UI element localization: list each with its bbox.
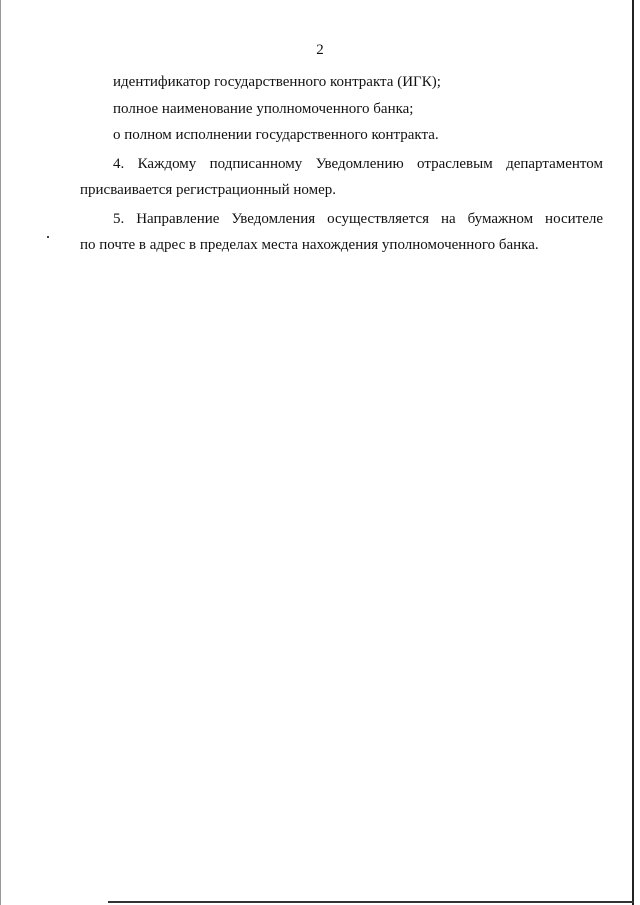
page-number: 2 [316,42,324,58]
scan-edge-left [0,0,1,905]
paragraph-4-line-1: 4. Каждому подписанному Уведомлению отраслевым департаментом [113,156,603,172]
scan-edge-bottom [108,901,634,903]
scan-edge-right [632,0,634,905]
scan-speck [47,236,49,238]
list-item-igk: идентификатор государственного контракта (ИГК); [113,74,441,90]
list-item-bank-name: полное наименование уполномоченного банка; [113,101,414,117]
list-item-contract-completion: о полном исполнении государственного контракта. [113,127,439,143]
paragraph-5-line-1: 5. Направление Уведомления осуществляется на бумажном носителе [113,211,603,227]
paragraph-5-line-2: по почте в адрес в пределах места нахождения уполномоченного банка. [80,237,539,253]
paragraph-4-line-2: присваивается регистрационный номер. [80,182,337,198]
